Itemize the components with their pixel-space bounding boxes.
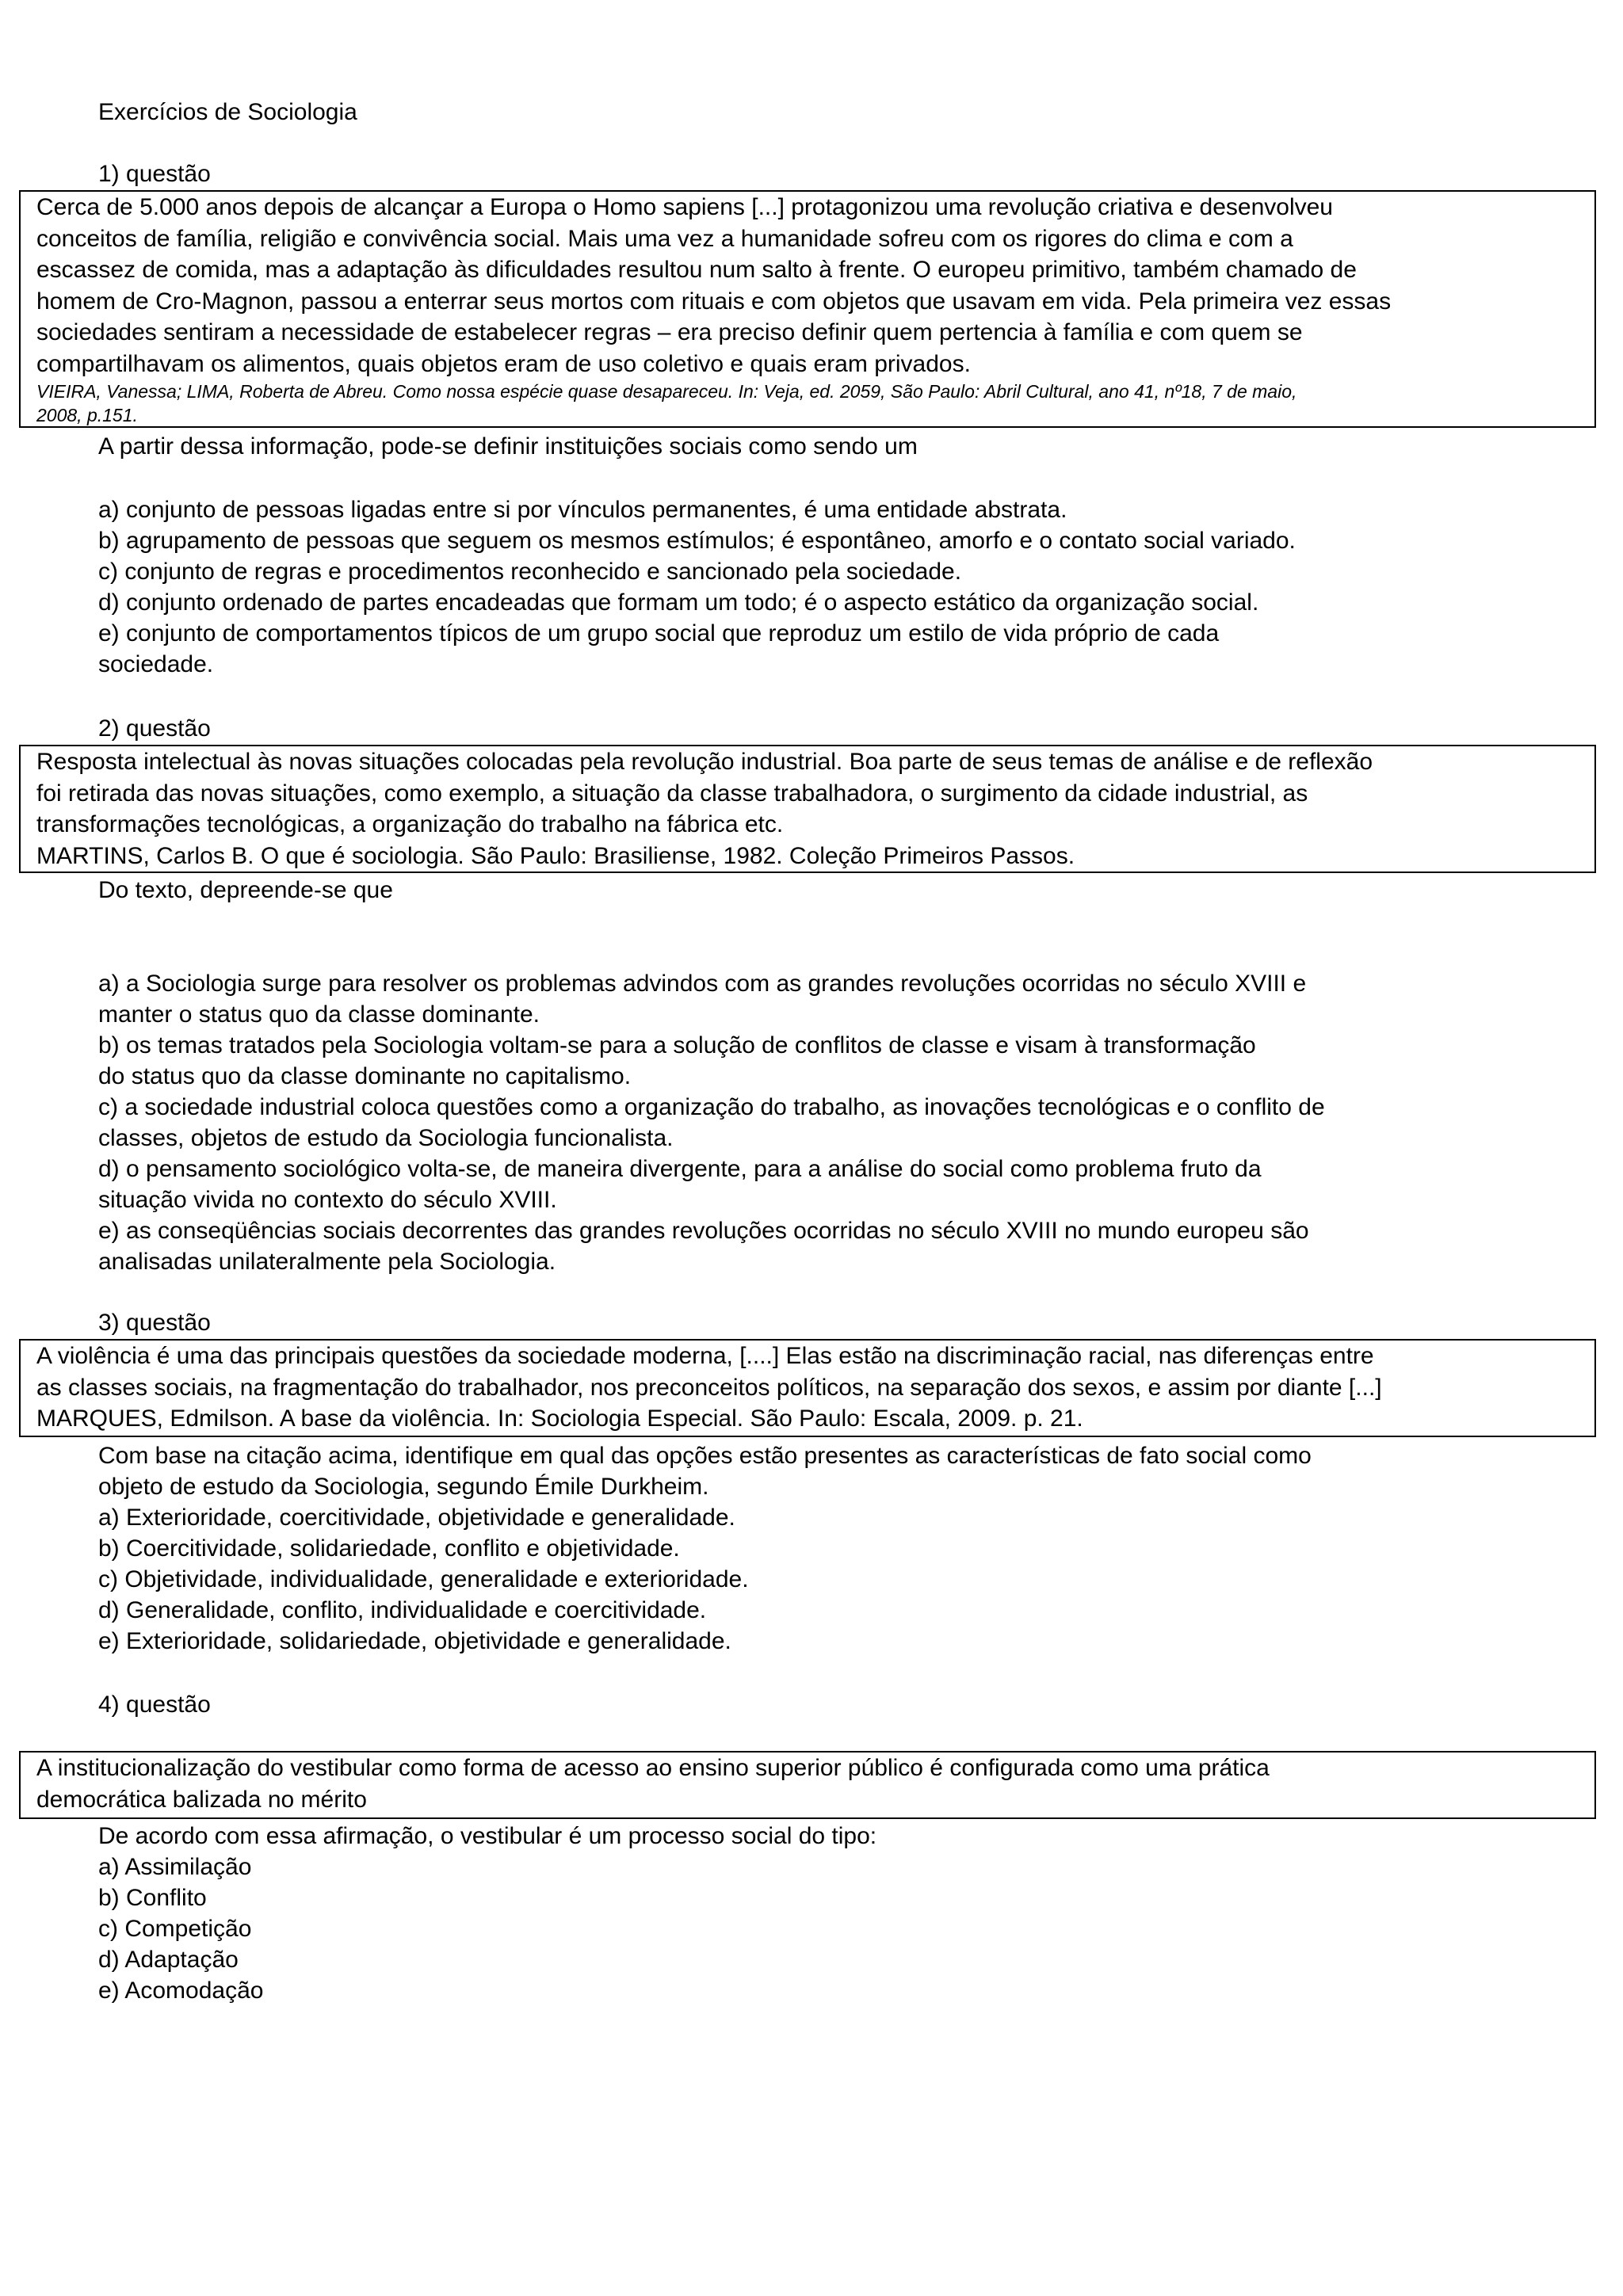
q2-text-line: MARTINS, Carlos B. O que é sociologia. São Paulo: Brasiliense, 1982. Coleção Primeiros Passos. <box>36 842 1075 869</box>
q1-text-box <box>19 190 1596 428</box>
q4-option: b) Conflito <box>98 1885 207 1911</box>
q3-text-line: A violência é uma das principais questões da sociedade moderna, [....] Elas estão na discriminação racial, nas diferenças entre <box>36 1343 1374 1369</box>
q1-option: b) agrupamento de pessoas que seguem os mesmos estímulos; é espontâneo, amorfo e o contato social variado. <box>98 528 1296 554</box>
q4-text-box <box>19 1751 1596 1819</box>
q2-option: classes, objetos de estudo da Sociologia funcionalista. <box>98 1125 674 1151</box>
q2-option: a) a Sociologia surge para resolver os problemas advindos com as grandes revoluções ocorridas no século XVIII e <box>98 971 1307 997</box>
q4-prompt: De acordo com essa afirmação, o vestibular é um processo social do tipo: <box>98 1823 877 1849</box>
q3-text-box <box>19 1339 1596 1437</box>
q1-option: e) conjunto de comportamentos típicos de um grupo social que reproduz um estilo de vida próprio de cada <box>98 620 1220 646</box>
q2-option: manter o status quo da classe dominante. <box>98 1001 540 1028</box>
q3-option: a) Exterioridade, coercitividade, objetividade e generalidade. <box>98 1505 735 1531</box>
q1-option: c) conjunto de regras e procedimentos reconhecido e sancionado pela sociedade. <box>98 559 962 585</box>
q3-prompt: objeto de estudo da Sociologia, segundo Émile Durkheim. <box>98 1474 709 1500</box>
q2-option: do status quo da classe dominante no capitalismo. <box>98 1063 632 1089</box>
q4-option: a) Assimilação <box>98 1854 252 1880</box>
q1-text-line: conceitos de família, religião e convivência social. Mais uma vez a humanidade sofreu com os rigores do clima e com a <box>36 225 1293 252</box>
q2-option: d) o pensamento sociológico volta-se, de maneira divergente, para a análise do social como problema fruto da <box>98 1156 1262 1182</box>
q2-option: c) a sociedade industrial coloca questões como a organização do trabalho, as inovações tecnológicas e o conflito de <box>98 1094 1325 1120</box>
q4-option: e) Acomodação <box>98 1978 264 2004</box>
q3-text-line: MARQUES, Edmilson. A base da violência. In: Sociologia Especial. São Paulo: Escala, 2009. p. 21. <box>36 1405 1083 1432</box>
q4-label: 4) questão <box>98 1691 211 1718</box>
q2-prompt: Do texto, depreende-se que <box>98 877 393 903</box>
q1-option: sociedade. <box>98 651 214 677</box>
q1-option: d) conjunto ordenado de partes encadeadas que formam um todo; é o aspecto estático da organização social. <box>98 589 1259 616</box>
q1-text-line: compartilhavam os alimentos, quais objetos eram de uso coletivo e quais eram privados. <box>36 350 971 377</box>
q3-option: b) Coercitividade, solidariedade, conflito e objetividade. <box>98 1535 680 1562</box>
q2-option: analisadas unilateralmente pela Sociologia. <box>98 1249 556 1275</box>
q1-text-line: Cerca de 5.000 anos depois de alcançar a Europa o Homo sapiens [...] protagonizou uma revolução criativa e desenvolveu <box>36 194 1333 220</box>
q3-label: 3) questão <box>98 1310 211 1336</box>
q1-citation-line: 2008, p.151. <box>36 405 138 425</box>
q3-option: c) Objetividade, individualidade, generalidade e exterioridade. <box>98 1566 749 1592</box>
q4-option: c) Competição <box>98 1916 252 1942</box>
q1-label: 1) questão <box>98 161 211 187</box>
q2-option: e) as conseqüências sociais decorrentes das grandes revoluções ocorridas no século XVIII no mundo europeu são <box>98 1218 1309 1244</box>
q4-text-line: A institucionalização do vestibular como forma de acesso ao ensino superior público é configurada como uma prática <box>36 1755 1270 1781</box>
q2-text-box <box>19 745 1596 873</box>
q1-option: a) conjunto de pessoas ligadas entre si por vínculos permanentes, é uma entidade abstrata. <box>98 497 1067 523</box>
q4-option: d) Adaptação <box>98 1947 239 1973</box>
q2-text-line: foi retirada das novas situações, como exemplo, a situação da classe trabalhadora, o surgimento da cidade industrial, as <box>36 780 1308 807</box>
q3-prompt: Com base na citação acima, identifique em qual das opções estão presentes as características de fato social como <box>98 1443 1312 1469</box>
q4-text-line: democrática balizada no mérito <box>36 1786 367 1813</box>
q3-option: d) Generalidade, conflito, individualidade e coercitividade. <box>98 1597 707 1623</box>
q1-text-line: sociedades sentiram a necessidade de estabelecer regras – era preciso definir quem pertencia à família e com quem se <box>36 319 1303 345</box>
q1-citation-line: VIEIRA, Vanessa; LIMA, Roberta de Abreu. Como nossa espécie quase desapareceu. In: Veja, ed. 2059, São Paulo: Abril Cultural, ano 41, nº18, 7 de maio, <box>36 381 1297 402</box>
q2-option: b) os temas tratados pela Sociologia voltam-se para a solução de conflitos de classe e visam à transformação <box>98 1032 1256 1058</box>
q1-prompt: A partir dessa informação, pode-se definir instituições sociais como sendo um <box>98 433 918 460</box>
document-title: Exercícios de Sociologia <box>98 99 357 125</box>
q2-text-line: Resposta intelectual às novas situações colocadas pela revolução industrial. Boa parte de seus temas de análise e de reflexão <box>36 749 1373 775</box>
q1-text-line: homem de Cro-Magnon, passou a enterrar seus mortos com rituais e com objetos que usavam em vida. Pela primeira vez essas <box>36 288 1392 315</box>
q2-option: situação vivida no contexto do século XVIII. <box>98 1187 557 1213</box>
q1-text-line: escassez de comida, mas a adaptação às dificuldades resultou num salto à frente. O europeu primitivo, também chamado de <box>36 257 1357 283</box>
q2-text-line: transformações tecnológicas, a organização do trabalho na fábrica etc. <box>36 811 784 837</box>
q2-label: 2) questão <box>98 715 211 742</box>
q3-option: e) Exterioridade, solidariedade, objetividade e generalidade. <box>98 1628 731 1654</box>
q3-text-line: as classes sociais, na fragmentação do trabalhador, nos preconceitos políticos, na separação dos sexos, e assim por diante [...] <box>36 1374 1382 1401</box>
